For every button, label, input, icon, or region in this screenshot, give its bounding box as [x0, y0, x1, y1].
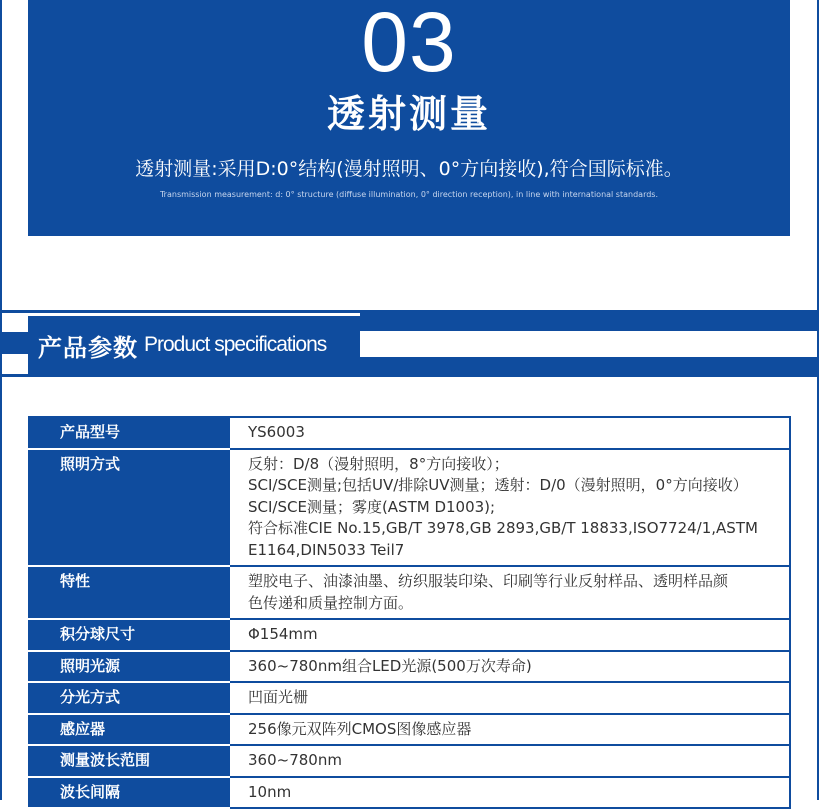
spec-row	[29, 566, 790, 619]
spec-value-line: E1164,DIN5033 Teil7	[248, 540, 405, 559]
spec-table	[28, 416, 791, 809]
hero-description: 透射测量:采用D:0°结构(漫射照明、0°方向接收),符合国际标准。	[135, 158, 683, 180]
spec-value-line: YS6003	[248, 423, 305, 441]
spec-label: 照明方式	[29, 449, 229, 567]
spec-value-line: SCI/SCE测量；雾度(ASTM D1003);	[248, 497, 496, 516]
spec-value	[229, 714, 790, 746]
section-band-marker	[0, 332, 28, 354]
spec-label: 特性	[29, 566, 229, 619]
spec-value	[229, 651, 790, 683]
spec-value	[229, 566, 790, 619]
spec-value	[229, 619, 790, 651]
page-frame-left	[0, 0, 2, 800]
spec-row	[29, 745, 790, 777]
spec-value-line: SCI/SCE测量;包括UV/排除UV测量；透射：D/0（漫射照明，0°方向接收）	[248, 476, 748, 494]
section-title-zh: 产品参数	[38, 333, 138, 362]
spec-value-line: Φ154mm	[248, 625, 318, 643]
spec-value	[229, 417, 790, 449]
section-number: 03	[361, 0, 457, 89]
spec-value	[229, 777, 790, 809]
spec-label: 波长间隔	[29, 777, 229, 809]
spec-value-line: 凹面光栅	[248, 688, 309, 706]
spec-value-line: 360~780nm组合LED光源(500万次寿命)	[248, 656, 532, 675]
spec-value-line: 256像元双阵列CMOS图像感应器	[248, 719, 472, 738]
spec-row	[29, 619, 790, 651]
spec-label: 产品型号	[29, 417, 229, 449]
hero-banner	[28, 0, 790, 236]
spec-row	[29, 449, 790, 567]
spec-value-line: 10nm	[248, 782, 292, 801]
spec-row	[29, 682, 790, 714]
hero-description-en: Transmission measurement: d: 0° structure (diffuse illumination, 0° direction reception), in line with international standards.	[159, 190, 659, 199]
spec-value-line: 反射：D/8（漫射照明，8°方向接收）；	[248, 454, 509, 473]
spec-value-line: 符合标准CIE No.15,GB/T 3978,GB 2893,GB/T 18833,ISO7724/1,ASTM	[248, 519, 758, 537]
spec-row	[29, 417, 790, 449]
spec-value-line: 色传递和质量控制方面。	[248, 593, 414, 612]
spec-value	[229, 745, 790, 777]
spec-label: 积分球尺寸	[29, 619, 229, 651]
spec-label: 分光方式	[29, 682, 229, 714]
spec-label: 测量波长范围	[29, 745, 229, 777]
spec-value	[229, 449, 790, 567]
section-band-strip-top	[360, 313, 819, 331]
spec-row	[29, 651, 790, 683]
spec-label: 照明光源	[29, 651, 229, 683]
hero-title: 透射测量	[326, 92, 491, 136]
spec-row	[29, 714, 790, 746]
section-band-bottom-line	[0, 374, 819, 377]
spec-value	[229, 682, 790, 714]
spec-value-line: 360~780nm	[248, 751, 342, 769]
section-band-strip-bottom	[360, 357, 819, 374]
section-title-en: Product specifications	[144, 333, 327, 356]
spec-row	[29, 777, 790, 809]
spec-value-line: 塑胶电子、油漆油墨、纺织服装印染、印刷等行业反射样品、透明样品颜	[248, 572, 729, 590]
spec-label: 感应器	[29, 714, 229, 746]
section-header	[28, 316, 360, 374]
